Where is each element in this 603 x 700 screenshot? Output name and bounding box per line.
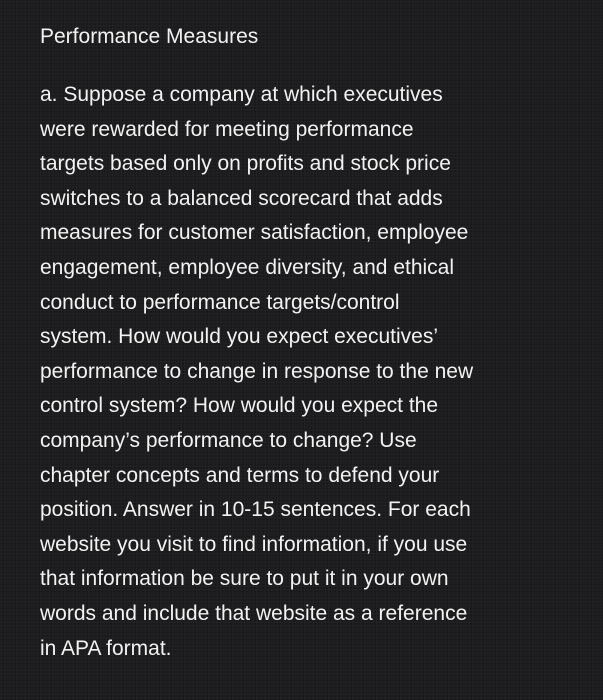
note-line: in APA format. — [40, 636, 172, 660]
note-line: that information be sure to put it in your own — [40, 567, 449, 591]
note-line: a. Suppose a company at which executives — [40, 83, 443, 106]
note-line: engagement, employee diversity, and ethical — [40, 255, 455, 279]
note-line: website you visit to find information, if you use — [40, 532, 468, 556]
note-line: control system? How would you expect the — [40, 394, 439, 418]
note-title: Performance Measures — [40, 25, 259, 48]
note-line: words and include that website as a reference — [40, 601, 468, 625]
note-line: system. How would you expect executives’ — [40, 325, 439, 349]
note-line: switches to a balanced scorecard that adds — [40, 186, 443, 210]
note-line: company’s performance to change? Use — [40, 428, 417, 452]
note-body — [40, 78, 573, 666]
note-line: position. Answer in 10-15 sentences. For each — [40, 498, 471, 522]
note-line: measures for customer satisfaction, employee — [40, 221, 469, 245]
note-line: were rewarded for meeting performance — [40, 117, 414, 141]
note-line: conduct to performance targets/control — [40, 290, 400, 314]
note-line: performance to change in response to the new — [40, 359, 474, 383]
note-line: chapter concepts and terms to defend your — [40, 463, 440, 487]
note-line: targets based only on profits and stock price — [40, 152, 451, 176]
